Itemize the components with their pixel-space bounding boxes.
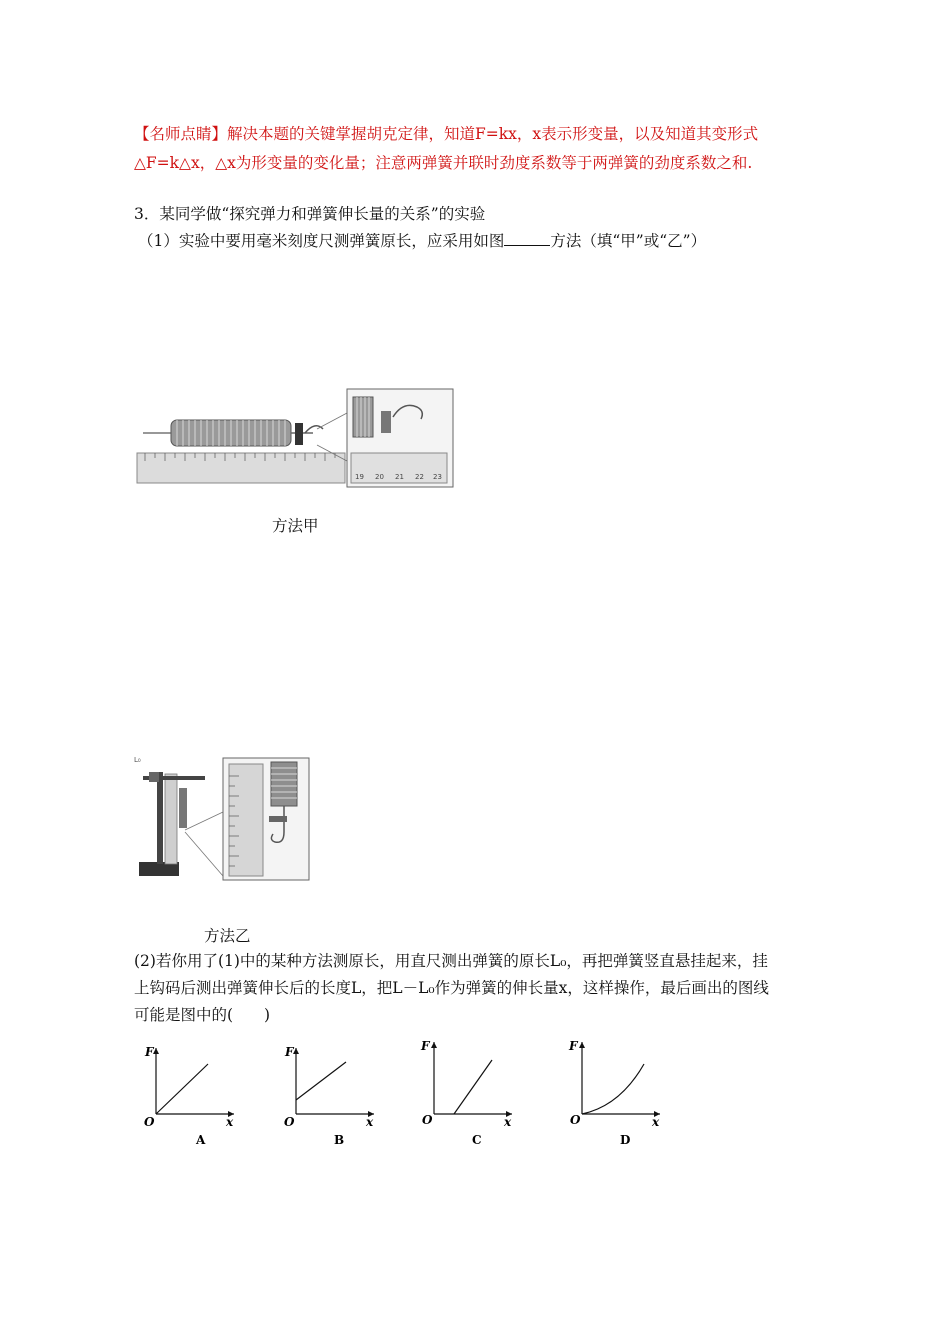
graph-b-line (296, 1062, 346, 1100)
part-1-text-after: 方法（填“甲”或“乙”） (550, 232, 707, 250)
part-1-text-before: （1）实验中要用毫米刻度尺测弹簧原长，应采用如图 (138, 232, 505, 250)
graph-a-origin: O (144, 1115, 155, 1129)
inset-tick-19: 19 (355, 473, 364, 481)
graph-a-label: A (196, 1133, 206, 1147)
graph-c (420, 1034, 520, 1150)
corner-label: L₀ (134, 756, 141, 764)
graph-a (142, 1040, 242, 1150)
caption-method-b: 方法乙 (204, 927, 251, 945)
caption-method-a: 方法甲 (272, 517, 319, 535)
inset-tick-20: 20 (375, 473, 384, 481)
stand-pole (157, 772, 163, 864)
question-part-1 (138, 230, 706, 251)
graph-c-y-label: F (421, 1039, 430, 1053)
graph-b-origin: O (284, 1115, 295, 1129)
method-a-photo (135, 383, 455, 488)
question-part-2-line-3: 可能是图中的( ) (134, 1006, 271, 1024)
graph-c-label: C (472, 1133, 482, 1147)
graph-c-x-label: x (504, 1115, 512, 1129)
graph-a-line (156, 1064, 208, 1114)
method-b-photo (133, 752, 311, 882)
graph-d-curve (582, 1064, 644, 1114)
inset-tick-22: 22 (415, 473, 424, 481)
question-part-2-line-2: 上钩码后测出弹簧伸长后的长度L，把L－L₀作为弹簧的伸长量x，这样操作，最后画出的图线 (134, 979, 769, 997)
graph-b-x-label: x (366, 1115, 374, 1129)
graph-d-y-label: F (569, 1039, 578, 1053)
graph-d-label: D (620, 1133, 631, 1147)
graph-d-x-label: x (652, 1115, 660, 1129)
graph-d-origin: O (570, 1113, 581, 1127)
ruler-a (137, 453, 345, 483)
graph-b-label: B (334, 1133, 345, 1147)
graph-a-x-label: x (226, 1115, 234, 1129)
inset-tick-21: 21 (395, 473, 404, 481)
question-title: 3．某同学做“探究弹力和弹簧伸长量的关系”的实验 (134, 205, 486, 223)
tip-line-1: 【名师点睛】解决本题的关键掌握胡克定律，知道F=kx，x表示形变量，以及知道其变形式 (134, 125, 759, 143)
graph-c-line (454, 1060, 492, 1114)
answer-blank (504, 230, 550, 246)
graph-b (282, 1040, 382, 1150)
tip-line-2: △F=k△x，△x为形变量的变化量；注意两弹簧并联时劲度系数等于两弹簧的劲度系数之和. (134, 154, 753, 172)
ruler-b (165, 774, 177, 864)
question-part-2-line-1: (2)若你用了(1)中的某种方法测原长，用直尺测出弹簧的原长L₀，再把弹簧竖直悬挂起来，挂 (134, 952, 768, 970)
graph-c-origin: O (422, 1113, 433, 1127)
inset-tick-23: 23 (433, 473, 442, 481)
graph-d (568, 1034, 668, 1150)
graph-b-y-label: F (285, 1045, 294, 1059)
graph-a-y-label: F (145, 1045, 154, 1059)
